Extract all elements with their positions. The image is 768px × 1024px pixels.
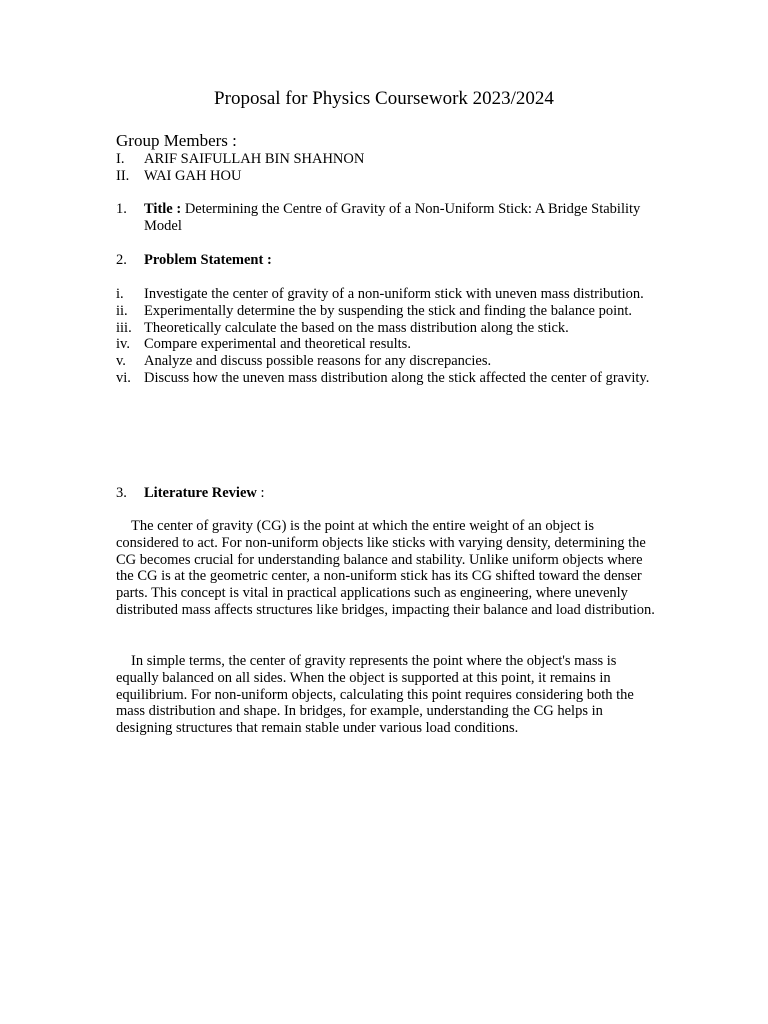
title-section-content <box>144 201 656 235</box>
section-number: 3. <box>116 485 127 501</box>
list-item <box>116 303 656 320</box>
list-item-text: Analyze and discuss possible reasons for any discrepancies. <box>144 353 492 370</box>
group-members-heading: Group Members : <box>116 131 237 150</box>
document-title: Proposal for Physics Coursework 2023/2024 <box>214 88 554 109</box>
section-number: 2. <box>116 252 127 268</box>
project-title-text: Determining the Centre of Gravity of a Non-Uniform Stick: A Bridge Stability Model <box>144 201 641 234</box>
list-item <box>116 336 656 353</box>
list-item <box>116 286 656 303</box>
list-marker: ii. <box>116 302 128 319</box>
member-item <box>116 168 656 185</box>
title-label: Title : <box>144 201 182 217</box>
section-number: 1. <box>116 201 127 217</box>
list-marker: iii. <box>116 319 132 336</box>
member-marker: II. <box>116 167 130 184</box>
list-item <box>116 370 656 387</box>
member-name: WAI GAH HOU <box>144 167 242 184</box>
member-item <box>116 151 656 168</box>
literature-paragraph: The center of gravity (CG) is the point at which the entire weight of an object is considered to act. For non-uniform objects like sticks with varying density, determining the CG becomes crucial for understanding balance and stability. Unlike uniform objects where the CG is at the geometric center, a non-uniform stick has its CG shifted toward the denser parts. This concept is vital in practical applications such as engineering, where unevenly distributed mass affects structures like bridges, impacting their balance and load distribution. <box>116 518 655 618</box>
list-item-text: Discuss how the uneven mass distribution along the stick affected the center of gravity. <box>144 369 650 386</box>
title-section <box>116 201 656 235</box>
list-item-text: Compare experimental and theoretical results. <box>144 336 411 353</box>
literature-review-section <box>116 485 656 502</box>
literature-review-suffix: : <box>256 485 265 501</box>
list-item <box>116 320 656 337</box>
group-members-list <box>116 151 656 185</box>
member-marker: I. <box>116 151 125 167</box>
member-name: ARIF SAIFULLAH BIN SHAHNON <box>144 151 365 167</box>
list-item <box>116 353 656 370</box>
list-marker: iv. <box>116 336 130 353</box>
list-item-text: Theoretically calculate the based on the mass distribution along the stick. <box>144 319 569 336</box>
problem-statement-list <box>116 286 656 387</box>
list-item-text: Experimentally determine the by suspending the stick and finding the balance point. <box>144 302 633 319</box>
problem-statement-section <box>116 252 656 269</box>
list-item-text: Investigate the center of gravity of a non-uniform stick with uneven mass distribution. <box>144 286 644 302</box>
literature-paragraph: In simple terms, the center of gravity represents the point where the object's mass is equally balanced on all sides. When the object is supported at this point, it remains in equilibrium. For non-uniform objects, calculating this point requires considering both the mass distribution and shape. In bridges, for example, understanding the CG helps in designing structures that remain stable under various load conditions. <box>116 653 634 737</box>
problem-statement-label: Problem Statement : <box>144 252 272 268</box>
list-marker: v. <box>116 353 126 370</box>
literature-review-label: Literature Review <box>144 485 257 501</box>
list-marker: vi. <box>116 369 131 386</box>
list-marker: i. <box>116 286 124 302</box>
